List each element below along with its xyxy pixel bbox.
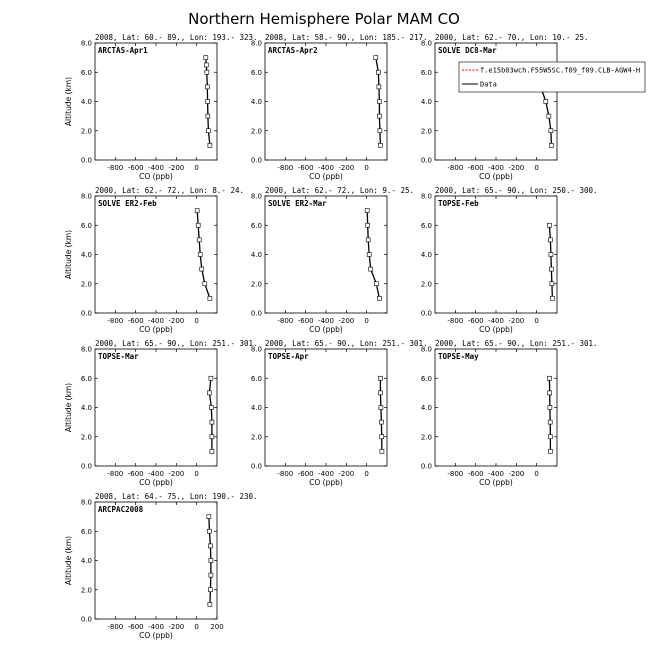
data-point xyxy=(210,449,214,453)
data-point xyxy=(365,209,369,213)
x-tick-label: -200 xyxy=(338,317,355,325)
data-point xyxy=(378,129,382,133)
y-tick-label: 8.0 xyxy=(250,39,262,48)
data-point xyxy=(378,143,382,147)
y-tick-label: 2.0 xyxy=(80,280,92,289)
y-tick-label: 4.0 xyxy=(250,404,262,412)
data-point xyxy=(208,602,212,606)
y-tick-label: 0.0 xyxy=(80,309,92,318)
panel-header: 2000, Lat: 65.- 90., Lon: 250.- 300. xyxy=(435,186,598,195)
x-tick-label: -600 xyxy=(127,470,144,478)
x-axis-label: CO (ppb) xyxy=(139,172,173,181)
y-axis-label: Altitude (km) xyxy=(64,382,73,433)
x-tick-label: -600 xyxy=(297,317,314,325)
y-tick-label: 0.0 xyxy=(80,156,92,165)
y-tick-label: 4.0 xyxy=(80,404,92,412)
panel-9 xyxy=(64,492,258,640)
legend-model-label: f.e15b03wch.F55W5SC.f09_f09.CLB-AGW4-H xyxy=(480,66,641,75)
panel-header: 2000, Lat: 65.- 90., Lon: 251.- 301. xyxy=(95,339,258,348)
data-point xyxy=(207,529,211,533)
x-axis-label: CO (ppb) xyxy=(479,325,513,334)
data-point xyxy=(544,100,548,104)
data-point xyxy=(208,544,212,548)
x-axis-label: CO (ppb) xyxy=(309,478,343,487)
y-tick-label: 2.0 xyxy=(250,433,262,442)
y-tick-label: 0.0 xyxy=(250,156,262,165)
y-axis-label: Altitude (km) xyxy=(64,229,73,280)
y-tick-label: 4.0 xyxy=(80,98,92,106)
x-axis-label: CO (ppb) xyxy=(479,172,513,181)
y-tick-label: 6.0 xyxy=(420,221,432,230)
y-tick-label: 6.0 xyxy=(80,527,92,536)
data-point xyxy=(206,129,210,133)
data-point xyxy=(374,56,378,60)
data-point xyxy=(207,391,211,395)
y-tick-label: 4.0 xyxy=(250,98,262,106)
y-tick-label: 6.0 xyxy=(420,374,432,383)
panel-3 xyxy=(64,186,244,334)
y-tick-label: 6.0 xyxy=(250,221,262,230)
panel-4 xyxy=(251,186,414,334)
y-tick-label: 4.0 xyxy=(420,404,432,412)
plot-frame xyxy=(435,196,557,313)
y-tick-label: 8.0 xyxy=(80,498,92,507)
data-point xyxy=(200,267,204,271)
data-point xyxy=(377,100,381,104)
panel-6 xyxy=(64,339,258,487)
panel-name: ARCTAS-Apr1 xyxy=(98,46,148,55)
x-tick-label: 0 xyxy=(194,470,199,478)
x-tick-label: -200 xyxy=(168,317,185,325)
x-tick-label: -400 xyxy=(148,470,164,478)
data-point xyxy=(548,238,552,242)
y-tick-label: 6.0 xyxy=(250,374,262,383)
data-point xyxy=(209,406,213,410)
x-tick-label: -800 xyxy=(447,470,464,478)
x-tick-label: -600 xyxy=(297,164,314,172)
data-line xyxy=(209,378,212,451)
data-point xyxy=(377,114,381,118)
x-axis-label: CO (ppb) xyxy=(139,631,173,640)
panels xyxy=(64,33,645,640)
y-tick-label: 4.0 xyxy=(420,98,432,106)
panel-name: ARCPAC2008 xyxy=(98,505,144,514)
data-point xyxy=(376,70,380,74)
x-tick-label: -400 xyxy=(148,164,164,172)
data-point xyxy=(205,70,209,74)
plot-frame xyxy=(265,43,387,160)
x-tick-label: -600 xyxy=(127,623,144,631)
y-tick-label: 2.0 xyxy=(420,280,432,289)
plot-frame xyxy=(265,349,387,466)
data-point xyxy=(380,435,384,439)
x-tick-label: 0 xyxy=(534,164,539,172)
y-tick-label: 2.0 xyxy=(250,280,262,289)
y-tick-label: 0.0 xyxy=(80,462,92,471)
y-tick-label: 4.0 xyxy=(80,557,92,565)
data-point xyxy=(379,420,383,424)
y-tick-label: 0.0 xyxy=(420,156,432,165)
panel-header: 2000, Lat: 65.- 90., Lon: 251.- 301. xyxy=(435,339,598,348)
x-tick-label: -600 xyxy=(467,164,484,172)
data-point xyxy=(209,573,213,577)
data-point xyxy=(548,420,552,424)
data-point xyxy=(208,143,212,147)
data-point xyxy=(367,253,371,257)
panel-name: SOLVE ER2-Mar xyxy=(268,199,327,208)
x-tick-label: -200 xyxy=(168,164,185,172)
x-tick-label: -400 xyxy=(318,317,334,325)
data-point xyxy=(377,85,381,89)
data-point xyxy=(548,406,552,410)
y-axis-label: Altitude (km) xyxy=(64,76,73,127)
x-tick-label: -200 xyxy=(508,164,525,172)
x-axis-label: CO (ppb) xyxy=(139,325,173,334)
data-point xyxy=(207,515,211,519)
y-tick-label: 6.0 xyxy=(80,221,92,230)
y-tick-label: 8.0 xyxy=(250,345,262,354)
data-point xyxy=(549,267,553,271)
y-tick-label: 4.0 xyxy=(250,251,262,259)
x-tick-label: -400 xyxy=(148,317,164,325)
x-tick-label: -400 xyxy=(488,470,504,478)
y-tick-label: 6.0 xyxy=(420,68,432,77)
legend-data-label: Data xyxy=(480,80,497,89)
y-tick-label: 0.0 xyxy=(420,309,432,318)
data-point xyxy=(204,56,208,60)
data-point xyxy=(547,114,551,118)
panel-8 xyxy=(421,339,598,487)
y-tick-label: 8.0 xyxy=(250,192,262,201)
y-tick-label: 4.0 xyxy=(420,251,432,259)
data-point xyxy=(206,114,210,118)
data-point xyxy=(198,253,202,257)
plot-frame xyxy=(95,349,217,466)
panel-name: TOPSE-Feb xyxy=(438,199,479,208)
x-tick-label: -200 xyxy=(168,623,185,631)
x-axis-label: CO (ppb) xyxy=(479,478,513,487)
x-tick-label: -600 xyxy=(127,317,144,325)
x-tick-label: -200 xyxy=(338,164,355,172)
y-axis-label: Altitude (km) xyxy=(64,535,73,586)
x-tick-label: -600 xyxy=(297,470,314,478)
x-tick-label: 0 xyxy=(534,470,539,478)
data-point xyxy=(197,238,201,242)
data-line xyxy=(549,225,552,298)
x-tick-label: 0 xyxy=(364,317,369,325)
data-point xyxy=(374,282,378,286)
panel-name: TOPSE-Mar xyxy=(98,352,139,361)
data-point xyxy=(209,559,213,563)
data-point xyxy=(548,391,552,395)
y-tick-label: 6.0 xyxy=(80,374,92,383)
x-tick-label: -400 xyxy=(148,623,164,631)
x-tick-label: 0 xyxy=(364,164,369,172)
x-tick-label: -800 xyxy=(277,164,294,172)
y-tick-label: 2.0 xyxy=(80,127,92,136)
y-tick-label: 2.0 xyxy=(420,127,432,136)
data-point xyxy=(548,435,552,439)
panel-name: SOLVE DC8-Mar xyxy=(438,46,497,55)
data-point xyxy=(210,420,214,424)
y-tick-label: 4.0 xyxy=(80,251,92,259)
data-point xyxy=(379,406,383,410)
x-tick-label: -800 xyxy=(107,623,124,631)
panel-header: 2000, Lat: 62.- 72., Lon: 9.- 25. xyxy=(265,186,415,195)
x-tick-label: -400 xyxy=(488,164,504,172)
x-tick-label: -200 xyxy=(168,470,185,478)
x-tick-label: -200 xyxy=(508,317,525,325)
data-point xyxy=(550,282,554,286)
panel-header: 2000, Lat: 62.- 70., Lon: 10.- 25. xyxy=(435,33,589,42)
data-point xyxy=(547,376,551,380)
data-point xyxy=(203,282,207,286)
data-point xyxy=(195,209,199,213)
data-line xyxy=(380,378,382,451)
legend xyxy=(459,62,645,92)
data-point xyxy=(210,435,214,439)
data-point xyxy=(549,129,553,133)
x-axis-label: CO (ppb) xyxy=(309,325,343,334)
x-tick-label: -200 xyxy=(508,470,525,478)
data-point xyxy=(366,238,370,242)
plot-frame xyxy=(435,43,557,160)
y-tick-label: 0.0 xyxy=(250,309,262,318)
panel-5 xyxy=(421,186,598,334)
data-point xyxy=(380,449,384,453)
x-tick-label: -400 xyxy=(318,164,334,172)
data-point xyxy=(549,253,553,257)
panel-7 xyxy=(251,339,428,487)
x-tick-label: -600 xyxy=(467,317,484,325)
y-tick-label: 2.0 xyxy=(80,433,92,442)
x-tick-label: 0 xyxy=(194,164,199,172)
y-tick-label: 2.0 xyxy=(80,586,92,595)
x-tick-label: -800 xyxy=(447,317,464,325)
data-point xyxy=(208,296,212,300)
data-point xyxy=(369,267,373,271)
data-point xyxy=(208,588,212,592)
data-point xyxy=(550,296,554,300)
panel-1 xyxy=(251,33,428,181)
plot-frame xyxy=(95,502,217,619)
data-point xyxy=(378,391,382,395)
data-point xyxy=(547,223,551,227)
figure-title: Northern Hemisphere Polar MAM CO xyxy=(188,10,460,28)
x-axis-label: CO (ppb) xyxy=(309,172,343,181)
x-tick-label: -800 xyxy=(107,164,124,172)
x-tick-label: 200 xyxy=(210,623,224,631)
y-tick-label: 8.0 xyxy=(80,39,92,48)
data-point xyxy=(204,63,208,67)
panel-name: TOPSE-Apr xyxy=(268,352,309,361)
x-tick-label: -800 xyxy=(107,470,124,478)
panel-name: ARCTAS-Apr2 xyxy=(268,46,318,55)
x-tick-label: -800 xyxy=(277,470,294,478)
x-tick-label: 0 xyxy=(534,317,539,325)
plot-frame xyxy=(95,43,217,160)
y-tick-label: 8.0 xyxy=(420,39,432,48)
data-line xyxy=(549,378,550,451)
data-point xyxy=(548,449,552,453)
y-tick-label: 0.0 xyxy=(80,615,92,624)
y-tick-label: 0.0 xyxy=(420,462,432,471)
y-tick-label: 2.0 xyxy=(250,127,262,136)
panel-name: SOLVE ER2-Feb xyxy=(98,199,157,208)
panel-header: 2008, Lat: 60.- 89., Lon: 193.- 323. xyxy=(95,33,258,42)
x-tick-label: 0 xyxy=(194,317,199,325)
panel-header: 2008, Lat: 58.- 90., Lon: 185.- 217. xyxy=(265,33,428,42)
y-tick-label: 6.0 xyxy=(80,68,92,77)
data-point xyxy=(196,223,200,227)
panel-name: TOPSE-May xyxy=(438,352,479,361)
panel-header: 2000, Lat: 62.- 72., Lon: 8.- 24. xyxy=(95,186,245,195)
x-tick-label: 0 xyxy=(364,470,369,478)
y-tick-label: 8.0 xyxy=(420,192,432,201)
y-tick-label: 8.0 xyxy=(80,345,92,354)
data-point xyxy=(377,296,381,300)
x-tick-label: -200 xyxy=(338,470,355,478)
y-tick-label: 6.0 xyxy=(250,68,262,77)
x-tick-label: -600 xyxy=(127,164,144,172)
data-point xyxy=(549,143,553,147)
data-point xyxy=(205,85,209,89)
x-tick-label: -800 xyxy=(107,317,124,325)
plot-frame xyxy=(435,349,557,466)
x-tick-label: -800 xyxy=(277,317,294,325)
data-point xyxy=(366,223,370,227)
y-tick-label: 8.0 xyxy=(420,345,432,354)
x-tick-label: -400 xyxy=(488,317,504,325)
x-tick-label: -800 xyxy=(447,164,464,172)
x-tick-label: -600 xyxy=(467,470,484,478)
panel-header: 2008, Lat: 64.- 75., Lon: 190.- 230. xyxy=(95,492,258,501)
data-point xyxy=(378,376,382,380)
x-tick-label: -400 xyxy=(318,470,334,478)
data-point xyxy=(206,100,210,104)
x-tick-label: 0 xyxy=(194,623,199,631)
x-axis-label: CO (ppb) xyxy=(139,478,173,487)
panel-2 xyxy=(421,33,589,181)
y-tick-label: 2.0 xyxy=(420,433,432,442)
data-point xyxy=(209,376,213,380)
y-tick-label: 0.0 xyxy=(250,462,262,471)
panel-header: 2000, Lat: 65.- 90., Lon: 251.- 301. xyxy=(265,339,428,348)
y-tick-label: 8.0 xyxy=(80,192,92,201)
panel-0 xyxy=(64,33,258,181)
